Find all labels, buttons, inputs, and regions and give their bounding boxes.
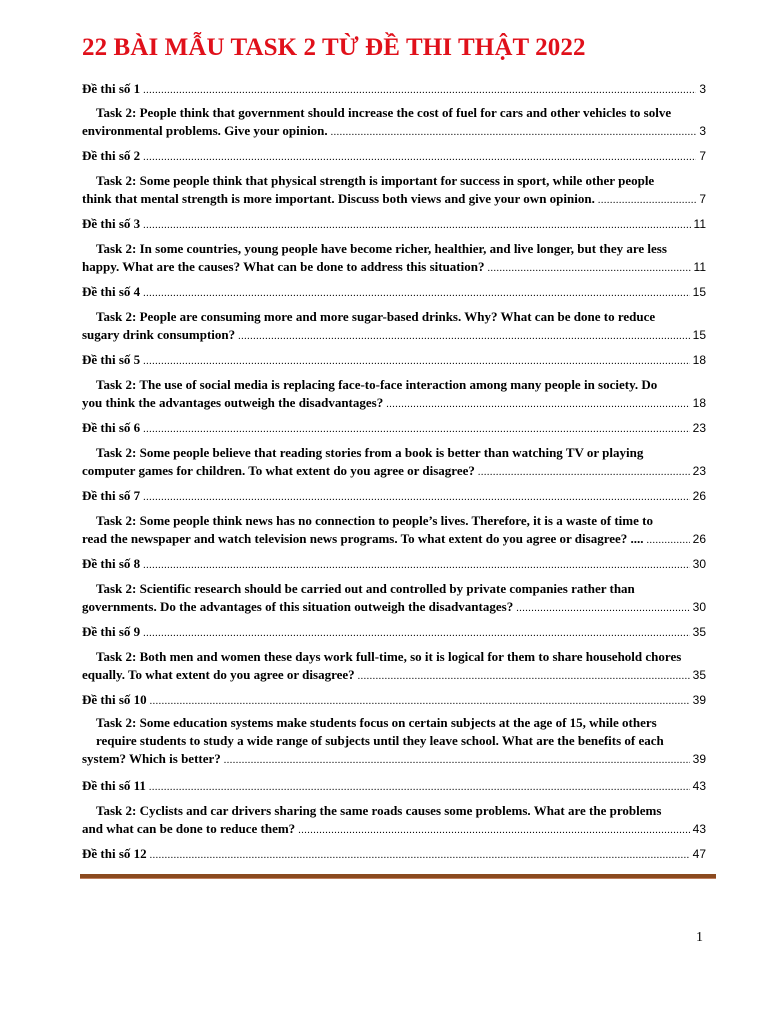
toc-task-entry[interactable] [82,308,706,344]
toc-task-text: equally. To what extent do you agree or disagree? [82,667,355,682]
toc-entry-label: Đề thi số 7 [82,488,141,503]
toc-page-number: 26 [692,489,706,503]
toc-exam-entry[interactable] [82,691,706,709]
toc-entry-label: Đề thi số 12 [82,846,147,861]
toc-entry-label: Đề thi số 11 [82,778,146,793]
toc-page-number: 39 [692,693,706,707]
toc-line [82,215,706,233]
toc-entry-label: Đề thi số 6 [82,420,141,435]
toc-task-text: think that mental strength is more important. Discuss both views and give your own opinion. [82,191,595,206]
dot-leader [143,421,690,439]
dot-leader [386,396,689,414]
toc-line [82,419,706,437]
toc-entry-label: Đề thi số 1 [82,81,141,96]
toc-task-text: require students to study a wide range of subjects until they leave school. What are the benefits of each [96,733,664,748]
toc-line [82,666,706,684]
toc-exam-entry[interactable] [82,215,706,233]
dot-leader [150,847,690,865]
toc-line [82,845,706,863]
toc-line [82,623,706,641]
toc-line [82,147,706,165]
toc-page-number: 35 [692,625,706,639]
toc-page-number: 43 [692,779,706,793]
toc-page-number: 18 [692,396,706,410]
toc-exam-entry[interactable] [82,487,706,505]
toc-exam-entry[interactable] [82,777,706,795]
toc-line [82,351,706,369]
toc-exam-entry[interactable] [82,147,706,165]
toc-page-number: 18 [692,353,706,367]
toc-task-text: governments. Do the advantages of this situation outweigh the disadvantages? [82,599,514,614]
dot-leader [516,600,689,618]
toc-page-number: 30 [692,557,706,571]
toc-task-text: Task 2: Some people believe that reading stories from a book is better than watching TV or playing [96,445,644,460]
toc-task-text: computer games for children. To what extent do you agree or disagree? [82,463,475,478]
toc-page-number: 30 [692,600,706,614]
toc-page-number: 11 [693,217,706,231]
toc-task-text: Task 2: Some people think news has no connection to people’s lives. Therefore, it is a waste of time to [96,513,653,528]
toc-page-number: 15 [692,328,706,342]
toc-entry-label: Đề thi số 2 [82,148,141,163]
toc-task-entry[interactable] [82,172,706,208]
toc-task-text: Task 2: Cyclists and car drivers sharing the same roads causes some problems. What are the problems [96,803,662,818]
toc-page-number: 26 [692,532,706,546]
toc-page-number: 15 [692,285,706,299]
toc-exam-entry[interactable] [82,555,706,573]
dot-leader [238,328,689,346]
dot-leader [224,752,690,770]
toc-task-text: Task 2: People are consuming more and more sugar-based drinks. Why? What can be done to reduce [96,309,656,324]
toc-page-number: 7 [699,149,706,163]
toc-task-text: read the newspaper and watch television news programs. To what extent do you agree or disagree? .... [82,531,644,546]
toc-line [82,691,706,709]
toc-entry-label: Đề thi số 8 [82,556,141,571]
toc-exam-entry[interactable] [82,845,706,863]
toc-task-text: environmental problems. Give your opinion. [82,123,328,138]
toc-task-text: Task 2: People think that government should increase the cost of fuel for cars and other vehicles to solve [96,105,672,120]
toc-exam-entry[interactable] [82,623,706,641]
toc-task-text: you think the advantages outweigh the disadvantages? [82,395,384,410]
toc-entry-label: Đề thi số 3 [82,216,141,231]
toc-entry-label: Đề thi số 10 [82,692,147,707]
toc-line [82,258,706,276]
dot-leader [143,625,690,643]
toc-line [82,820,706,838]
toc-line [82,777,706,795]
toc-line [82,530,706,548]
toc-page-number: 43 [692,822,706,836]
toc-task-text: Task 2: Some people think that physical strength is important for success in sport, while other people [96,173,655,188]
dot-leader [143,353,690,371]
page-number: 1 [696,930,703,945]
dot-leader [143,149,696,167]
dot-leader [150,693,690,711]
dot-leader [487,260,690,278]
dot-leader [143,557,690,575]
toc-line [82,326,706,344]
toc-page-number: 7 [699,192,706,206]
toc-task-text: happy. What are the causes? What can be done to address this situation? [82,259,485,274]
toc-task-text: Task 2: The use of social media is replacing face-to-face interaction among many people in society. Do [96,377,658,392]
toc-task-text: Task 2: Scientific research should be carried out and controlled by private companies rather than [96,581,635,596]
toc-line [82,122,706,140]
toc-line [82,283,706,301]
toc-exam-entry[interactable] [82,283,706,301]
toc-entry-label: Đề thi số 5 [82,352,141,367]
toc-task-text: sugary drink consumption? [82,327,236,342]
toc-line [82,598,706,616]
toc-task-entry[interactable] [82,376,706,412]
toc-task-entry[interactable] [82,802,706,838]
toc-entry-label: Đề thi số 9 [82,624,141,639]
toc-exam-entry[interactable] [82,419,706,437]
toc-page-number: 35 [692,668,706,682]
toc-task-entry[interactable] [82,104,706,140]
toc-exam-entry[interactable] [82,80,706,98]
toc-page-number: 3 [699,82,706,96]
toc-line [82,190,706,208]
toc-task-entry[interactable] [82,240,706,276]
toc-task-text: Task 2: In some countries, young people have become richer, healthier, and live longer, but they are less [96,241,667,256]
dot-leader [598,192,696,210]
toc-page-number: 11 [693,260,706,274]
dot-leader [143,285,690,303]
dot-leader [143,217,690,235]
horizontal-divider [80,874,716,879]
toc-line [82,750,706,768]
toc-page-number: 23 [692,464,706,478]
toc-task-text: Task 2: Some education systems make students focus on certain subjects at the age of 15, while others [96,715,657,730]
dot-leader [149,779,690,797]
toc-page-number: 47 [692,847,706,861]
toc-task-entry[interactable] [82,648,706,684]
toc-page-number: 3 [699,124,706,138]
dot-leader [647,532,690,550]
toc-line [82,394,706,412]
dot-leader [478,464,690,482]
toc-line [82,80,706,98]
dot-leader [143,489,690,507]
toc-task-entry[interactable] [82,580,706,616]
dot-leader [331,124,697,142]
toc-entry-label: Đề thi số 4 [82,284,141,299]
toc-line [82,462,706,480]
dot-leader [358,668,690,686]
toc-line [82,487,706,505]
dot-leader [143,82,696,100]
toc-task-entry[interactable] [82,444,706,480]
toc-task-entry[interactable] [82,714,706,768]
toc-task-text: system? Which is better? [82,751,221,766]
document-title: 22 BÀI MẪU TASK 2 TỪ ĐỀ THI THẬT 2022 [82,34,586,61]
dot-leader [298,822,689,840]
toc-page-number: 39 [692,752,706,766]
toc-task-entry[interactable] [82,512,706,548]
toc-task-text: and what can be done to reduce them? [82,821,296,836]
toc-task-text: Task 2: Both men and women these days work full-time, so it is logical for them to share household chores [96,649,682,664]
toc-page-number: 23 [692,421,706,435]
toc-line [82,555,706,573]
toc-exam-entry[interactable] [82,351,706,369]
